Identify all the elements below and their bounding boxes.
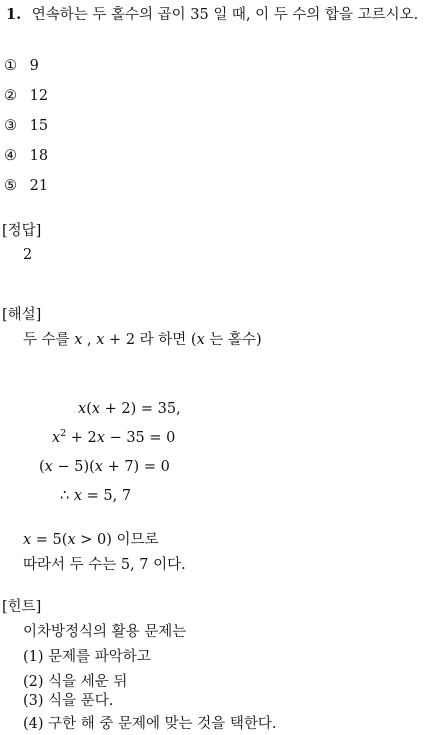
hint-line-5: (4) 구한 해 중 문제에 맞는 것을 택한다. <box>23 716 277 732</box>
choice-1-value: 9 <box>29 58 39 74</box>
choice-3-value: 15 <box>29 118 49 134</box>
hint-line-3: (2) 식을 세운 뒤 <box>23 674 128 690</box>
eq1-mid: ( <box>86 401 92 417</box>
choice-2-marker: ② <box>4 88 17 104</box>
answer-heading: [정답] <box>2 223 42 239</box>
hint-line-4: (3) 식을 푼다. <box>23 693 114 709</box>
explanation-heading: [해설] <box>2 307 42 323</box>
eq1-var-1: x <box>78 401 87 417</box>
intro-text-1: 두 수를 <box>23 332 75 348</box>
intro-var-1: x <box>74 332 83 348</box>
explanation-line-2: 따라서 두 수는 5, 7 이다. <box>23 557 186 573</box>
line1-rest: > 0) 이므로 <box>75 532 159 548</box>
line1-var-2: x <box>67 532 76 548</box>
choice-5-value: 21 <box>29 178 49 194</box>
eq2-var-1: x <box>52 430 61 446</box>
choice-4-marker: ④ <box>4 148 17 164</box>
question-number: 1. <box>6 6 22 23</box>
eq3-open: ( <box>39 459 45 475</box>
equation-4 <box>60 489 131 504</box>
eq3-rest: + 7) = 0 <box>102 459 170 475</box>
equation-3 <box>39 460 170 475</box>
intro-text-3: 는 홀수) <box>204 332 262 348</box>
question-line <box>6 8 418 23</box>
eq1-rest: + 2) = 35, <box>100 401 181 417</box>
eq2-var-2: x <box>96 430 105 446</box>
eq1-var-2: x <box>91 401 101 417</box>
equation-2 <box>52 428 176 446</box>
choice-1-marker: ① <box>4 58 17 74</box>
explanation-line-1 <box>23 533 159 548</box>
intro-sep: , <box>82 332 97 348</box>
eq3-mid: − 5)( <box>52 459 95 475</box>
question-text: 연속하는 두 홀수의 곱이 35 일 때, 이 두 수의 합을 고르시오. <box>31 7 419 23</box>
line1-var-1: x <box>23 532 32 548</box>
equation-1 <box>78 402 181 417</box>
eq3-var-2: x <box>94 459 103 475</box>
choice-5-marker: ⑤ <box>4 178 17 194</box>
choice-3[interactable] <box>4 119 48 134</box>
hint-line-2: (1) 문제를 파악하고 <box>23 649 151 665</box>
line1-mid: = 5( <box>31 532 68 548</box>
choice-3-marker: ③ <box>4 118 17 134</box>
hint-heading: [힌트] <box>2 599 42 615</box>
explanation-intro <box>23 333 262 348</box>
therefore-symbol: ∴ <box>60 488 74 504</box>
eq4-var: x <box>73 488 83 504</box>
intro-var-3: x <box>196 332 205 348</box>
choice-4-value: 18 <box>29 148 49 164</box>
hint-line-1: 이차방정식의 활용 문제는 <box>23 624 187 640</box>
choice-2[interactable] <box>4 89 48 104</box>
eq2-exponent: 2 <box>60 428 67 440</box>
intro-text-2: + 2 라 하면 ( <box>104 332 197 348</box>
choice-5[interactable] <box>4 179 48 194</box>
eq2-mid: + 2 <box>66 430 97 446</box>
choice-1[interactable] <box>4 59 39 74</box>
intro-var-2: x <box>96 332 105 348</box>
choice-2-value: 12 <box>29 88 49 104</box>
eq2-rest: − 35 = 0 <box>104 430 176 446</box>
eq3-var-1: x <box>44 459 53 475</box>
eq4-rest: = 5, 7 <box>82 488 132 504</box>
choice-4[interactable] <box>4 149 48 164</box>
answer-value: 2 <box>23 247 33 263</box>
